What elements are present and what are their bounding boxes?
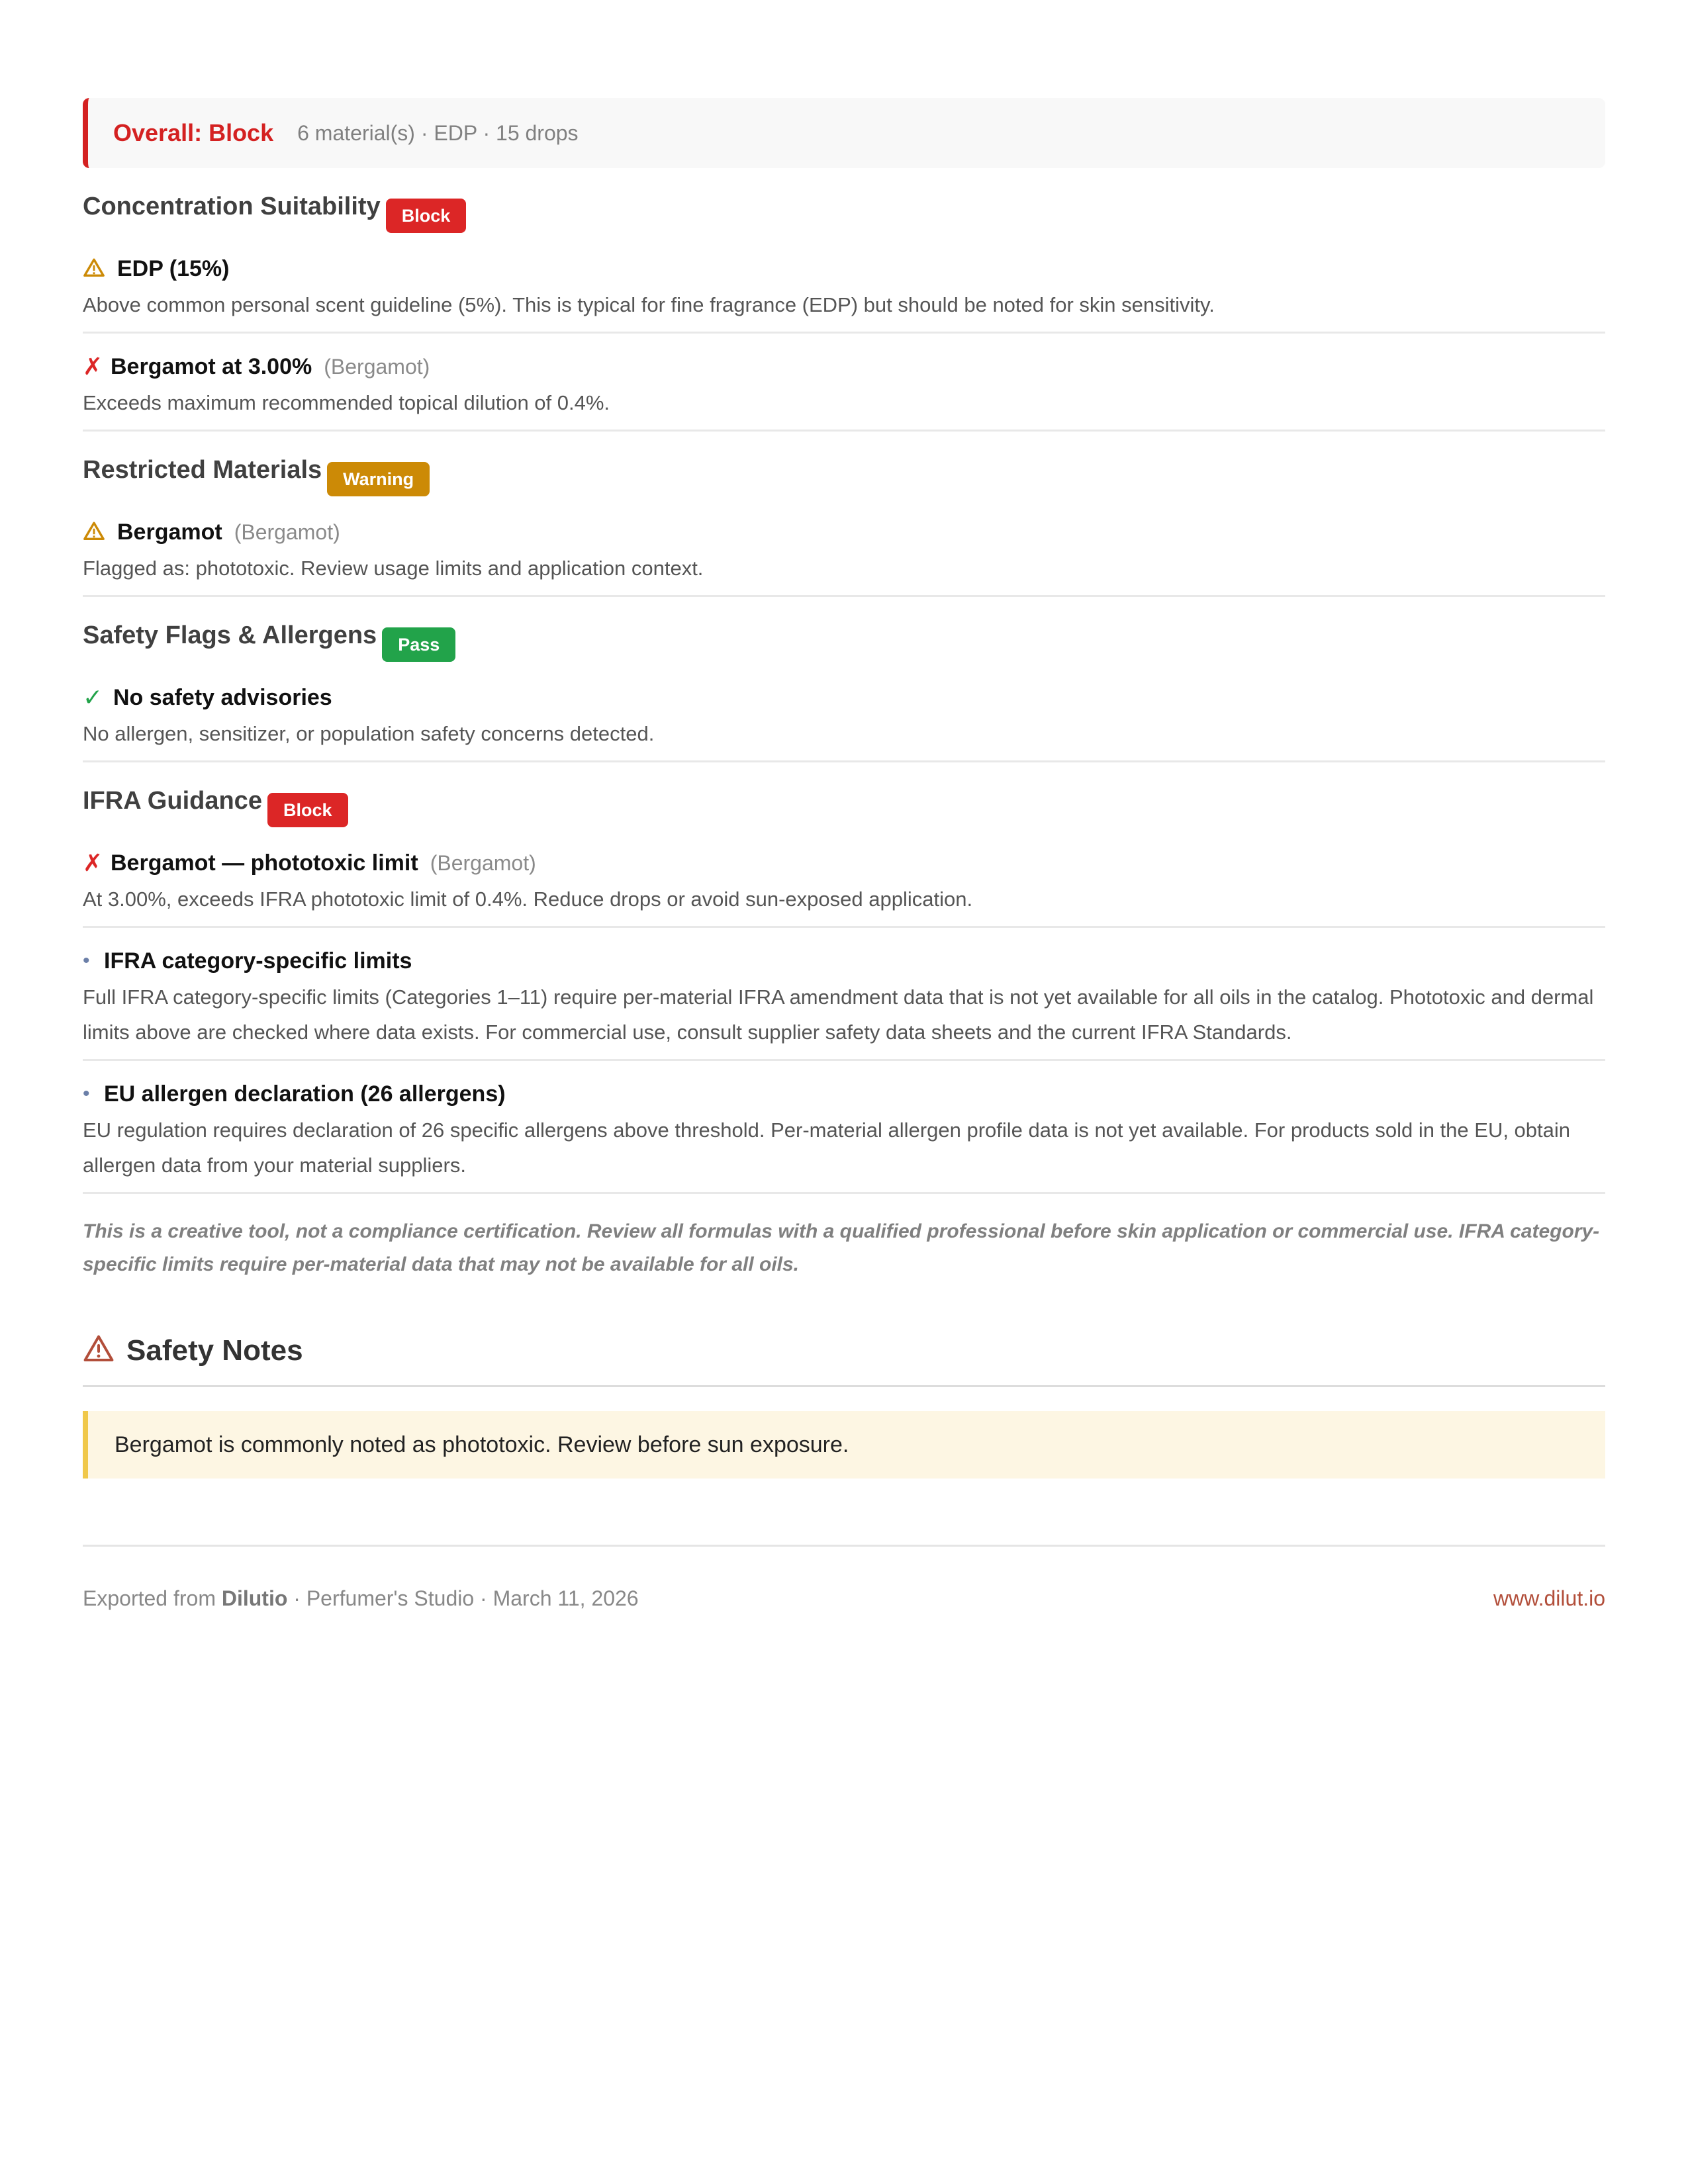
list-item	[83, 682, 1605, 762]
item-title: EDP (15%)	[117, 255, 230, 281]
bullet-icon: •	[83, 950, 90, 972]
section-title: Restricted Materials	[83, 456, 322, 484]
list-item	[83, 945, 1605, 1061]
footer	[83, 1545, 1605, 1611]
item-description: At 3.00%, exceeds IFRA phototoxic limit of 0.4%. Reduce drops or avoid sun-exposed application.	[83, 887, 973, 911]
warning-icon	[83, 520, 105, 544]
check-icon: ✓	[83, 684, 103, 711]
item-material: (Bergamot)	[430, 850, 536, 875]
item-material: (Bergamot)	[324, 354, 430, 379]
safety-note: Bergamot is commonly noted as phototoxic. Review before sun exposure.	[83, 1411, 1605, 1479]
safety-notes-header	[83, 1333, 1605, 1387]
x-icon: ✗	[83, 353, 103, 380]
item-title: EU allergen declaration (26 allergens)	[104, 1081, 506, 1107]
x-icon: ✗	[83, 849, 103, 876]
item-description: Exceeds maximum recommended topical dilution of 0.4%.	[83, 391, 610, 414]
list-item	[83, 351, 1605, 432]
section-safety-flags-allergens	[83, 621, 1605, 660]
section-concentration-suitability	[83, 192, 1605, 232]
section-title: IFRA Guidance	[83, 787, 262, 815]
footer-url-link[interactable]: www.dilut.io	[1493, 1586, 1605, 1610]
status-badge: Pass	[382, 627, 455, 662]
item-material: (Bergamot)	[234, 520, 340, 544]
status-badge: Block	[267, 793, 348, 827]
footer-prefix: Exported from	[83, 1586, 216, 1610]
bullet-icon: •	[83, 1083, 90, 1105]
list-item	[83, 253, 1605, 334]
overall-meta: 6 material(s) · EDP · 15 drops	[297, 120, 579, 145]
warning-icon	[83, 257, 105, 281]
item-title: Bergamot at 3.00%	[111, 353, 312, 379]
item-title: IFRA category-specific limits	[104, 948, 412, 974]
alert-triangle-icon	[83, 1333, 115, 1368]
section-title: Safety Flags & Allergens	[83, 621, 377, 649]
item-description: Above common personal scent guideline (5%). This is typical for fine fragrance (EDP) but should be noted for skin sensitivity.	[83, 293, 1215, 316]
item-description: Full IFRA category-specific limits (Categories 1–11) require per-material IFRA amendment data that is not yet available for all oils in the catalog. Phototoxic and dermal limits above are checked where data exists. For commercial use, consult supplier safety data sheets and the current IFRA Standards.	[83, 985, 1594, 1044]
item-description: No allergen, sensitizer, or population safety concerns detected.	[83, 722, 655, 745]
disclaimer: This is a creative tool, not a compliance certification. Review all formulas with a qualified professional before skin application or commercial use. IFRA category-specific limits require per-material data that may not be available for all oils.	[83, 1220, 1600, 1275]
list-item	[83, 847, 1605, 928]
item-description: EU regulation requires declaration of 26 specific allergens above threshold. Per-material allergen profile data is not yet available. For products sold in the EU, obtain allergen data from your material suppliers.	[83, 1118, 1571, 1177]
section-restricted-materials	[83, 455, 1605, 495]
list-item	[83, 516, 1605, 597]
overall-status: Overall: Block	[113, 119, 274, 146]
list-item	[83, 1078, 1605, 1194]
section-title: Concentration Suitability	[83, 193, 381, 220]
item-description: Flagged as: phototoxic. Review usage limits and application context.	[83, 557, 704, 580]
section-ifra-guidance	[83, 786, 1605, 826]
status-badge: Block	[386, 199, 467, 233]
safety-notes-title: Safety Notes	[126, 1334, 303, 1367]
footer-brand: Dilutio	[221, 1586, 288, 1610]
item-title: Bergamot	[117, 519, 222, 545]
status-badge: Warning	[327, 462, 430, 496]
item-title: Bergamot — phototoxic limit	[111, 850, 418, 876]
report-content	[83, 98, 1605, 1611]
footer-suffix: · Perfumer's Studio · March 11, 2026	[293, 1586, 639, 1610]
footer-export-info	[83, 1586, 639, 1611]
overall-status-banner	[83, 98, 1605, 168]
item-title: No safety advisories	[113, 684, 332, 710]
